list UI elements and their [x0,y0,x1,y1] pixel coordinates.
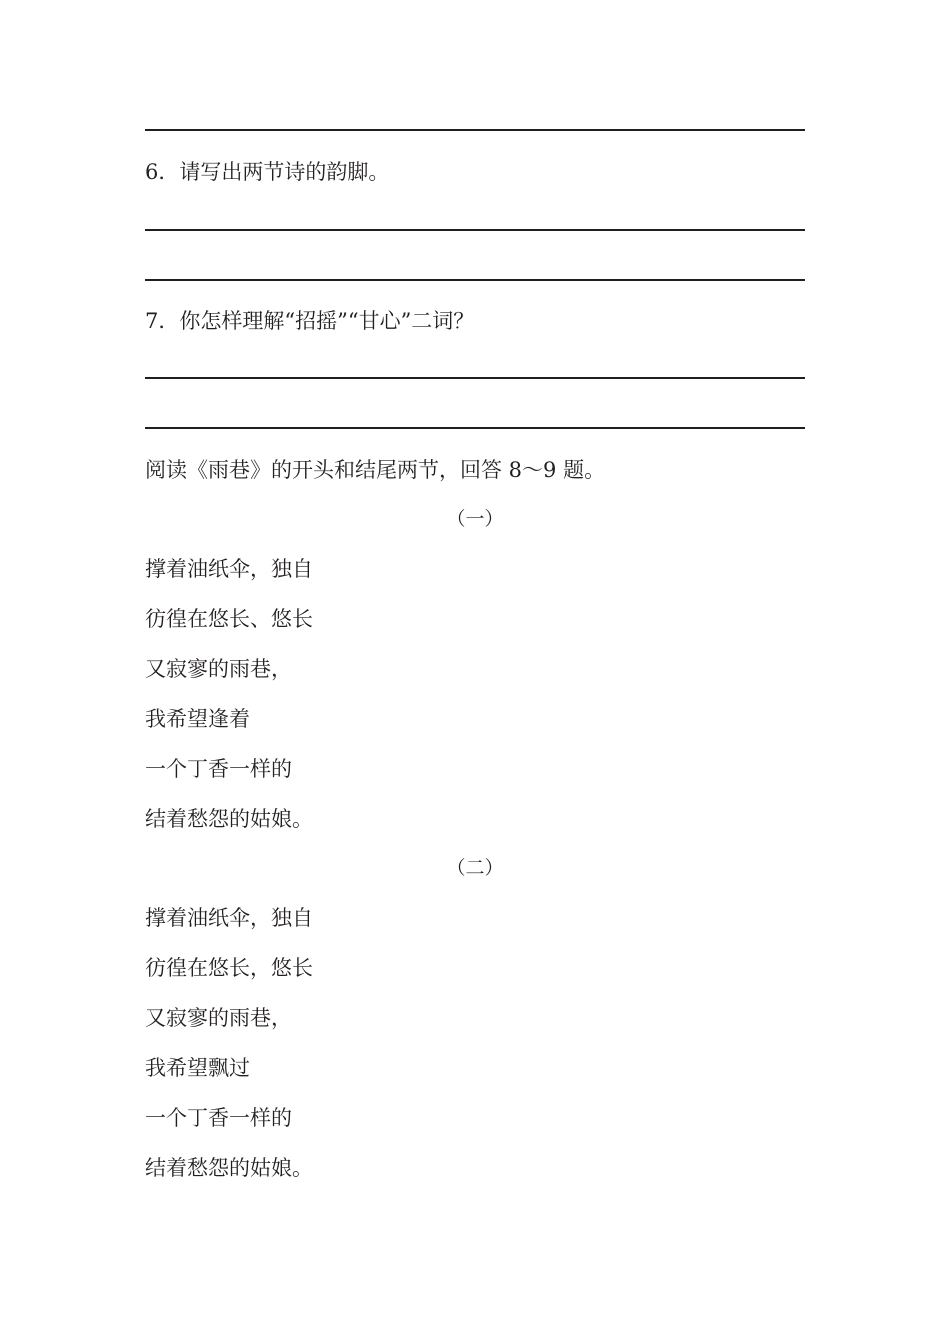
poem-line: 一个丁香一样的 [145,757,292,781]
poem-line: 结着愁怨的姑娘。 [145,1156,313,1180]
stanza-1-heading: （一） [446,508,504,530]
question-7: 7．你怎样理解“招摇”“甘心”二词？ [145,309,475,333]
answer-line [145,229,805,231]
poem-line: 撑着油纸伞，独自 [145,906,313,930]
stanza-2-heading: （二） [446,857,504,879]
answer-line [145,279,805,281]
question-6: 6．请写出两节诗的韵脚。 [145,160,390,184]
answer-line [145,129,805,131]
answer-line [145,377,805,379]
poem-line: 又寂寥的雨巷， [145,1006,292,1030]
answer-line [145,427,805,429]
poem-line: 一个丁香一样的 [145,1106,292,1130]
reading-instruction: 阅读《雨巷》的开头和结尾两节，回答 8～9 题。 [145,458,606,482]
poem-line: 彷徨在悠长，悠长 [145,956,313,980]
poem-line: 彷徨在悠长、悠长 [145,607,313,631]
poem-line: 我希望逢着 [145,707,250,731]
poem-line: 又寂寥的雨巷， [145,657,292,681]
poem-line: 撑着油纸伞，独自 [145,557,313,581]
poem-line: 我希望飘过 [145,1056,250,1080]
poem-line: 结着愁怨的姑娘。 [145,807,313,831]
